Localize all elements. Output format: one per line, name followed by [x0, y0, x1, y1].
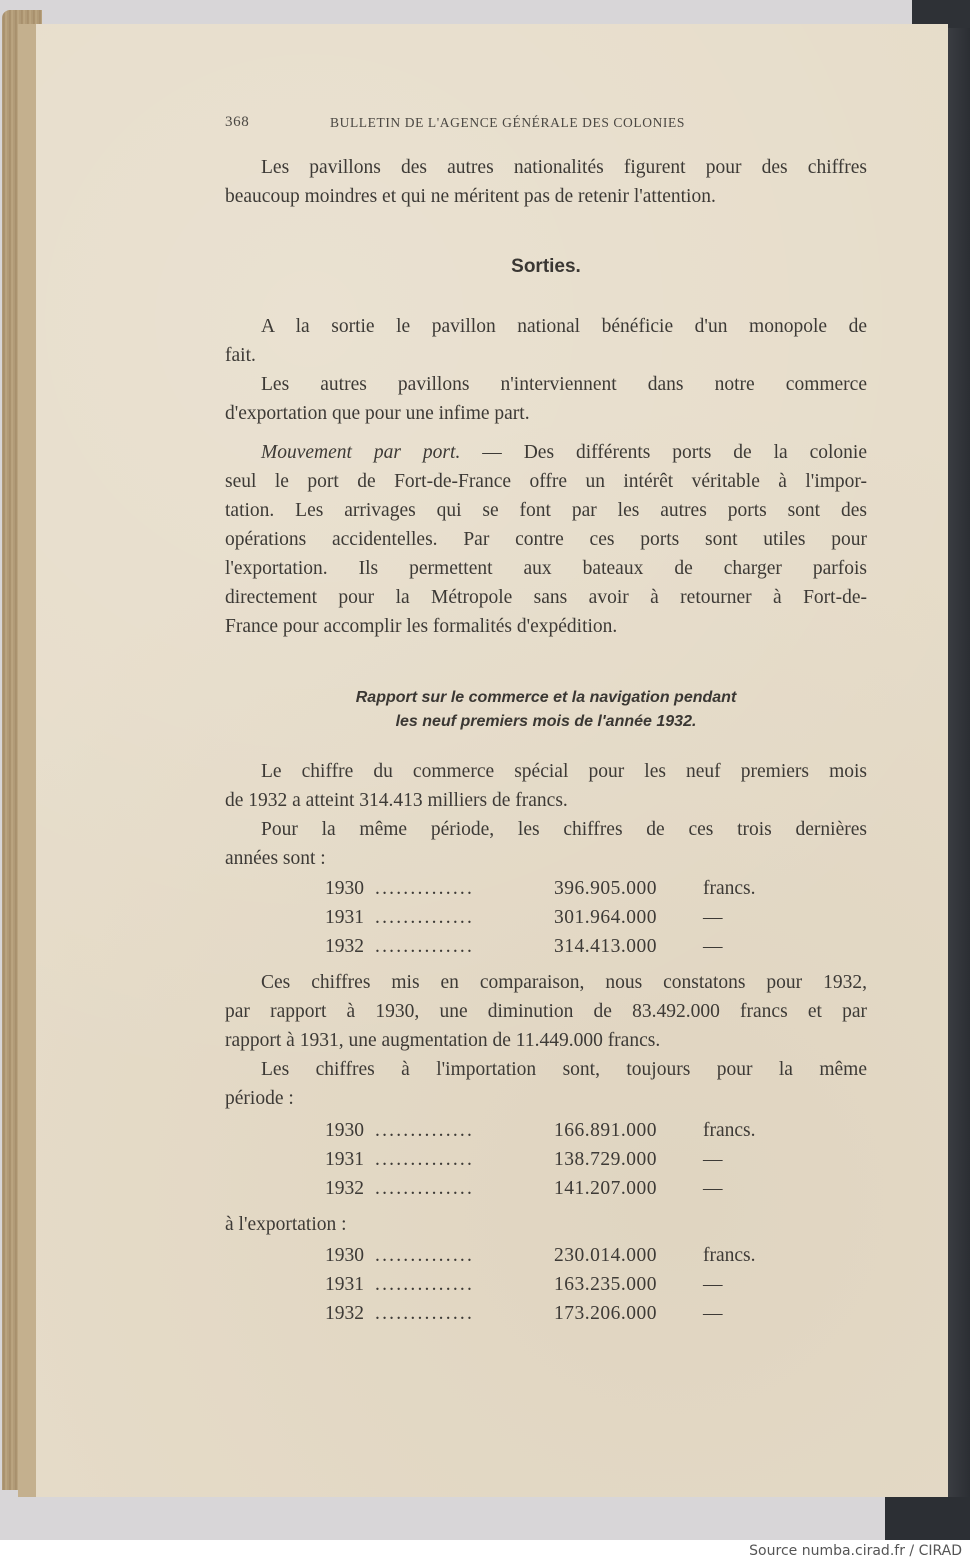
sorties-paragraph-1	[225, 312, 867, 370]
table-import	[325, 1120, 785, 1207]
text-line: A la sortie le pavillon national bénéficie d'un monopole de	[261, 316, 867, 337]
text-line: Le chiffre du commerce spécial pour les neuf premiers mois	[261, 761, 867, 782]
year: 1931	[325, 1149, 364, 1170]
year: 1931	[325, 907, 364, 928]
year: 1931	[325, 1274, 364, 1295]
table-total-commerce	[325, 878, 785, 965]
table-row	[325, 1274, 785, 1303]
text-line: opérations accidentelles. Par contre ces ports sont utiles pour	[225, 529, 867, 550]
section-heading-sorties: Sorties.	[511, 256, 581, 277]
leader-dots: ..............	[375, 878, 475, 899]
intro-paragraph	[225, 153, 867, 211]
text-line	[225, 438, 867, 467]
text-line: Les autres pavillons n'interviennent dans notre commerce	[261, 374, 867, 395]
section-heading-rapport	[225, 686, 867, 734]
leader-dots: ..............	[375, 1245, 475, 1266]
unit: francs.	[703, 878, 756, 899]
table-row	[325, 1149, 785, 1178]
text-line: d'exportation que pour une infime part.	[225, 403, 530, 424]
table-row	[325, 936, 785, 965]
text-line: beaucoup moindres et qui ne méritent pas de retenir l'attention.	[225, 186, 716, 207]
table-row	[325, 1178, 785, 1207]
text-fragment: — Des différents ports de la colonie	[460, 442, 868, 463]
unit: —	[703, 1274, 723, 1295]
year: 1930	[325, 1245, 364, 1266]
text-line: rapport à 1931, une augmentation de 11.449.000 francs.	[225, 1030, 661, 1051]
unit: —	[703, 1149, 723, 1170]
unit: francs.	[703, 1120, 756, 1141]
leader-dots: ..............	[375, 1149, 475, 1170]
year: 1932	[325, 936, 364, 957]
page-number: 368	[225, 114, 250, 130]
text-line: Ces chiffres mis en comparaison, nous constatons pour 1932,	[261, 972, 867, 993]
unit: —	[703, 1178, 723, 1199]
rapport-paragraph-3	[225, 968, 867, 1055]
rapport-paragraph-4	[225, 1055, 867, 1113]
table-row	[325, 878, 785, 907]
text-line: tation. Les arrivages qui se font par les autres ports sont des	[225, 500, 867, 521]
table-row	[325, 907, 785, 936]
text-line: de 1932 a atteint 314.413 milliers de francs.	[225, 790, 568, 811]
text-line: période :	[225, 1088, 294, 1109]
amount: 314.413.000	[554, 936, 657, 957]
leader-dots: ..............	[375, 1274, 475, 1295]
amount: 163.235.000	[554, 1274, 657, 1295]
amount: 173.206.000	[554, 1303, 657, 1324]
text-line: à l'exportation :	[225, 1214, 347, 1235]
year: 1930	[325, 1120, 364, 1141]
text-line: directement pour la Métropole sans avoir à retourner à Fort-de-	[225, 587, 867, 608]
leader-dots: ..............	[375, 1178, 475, 1199]
table-export	[325, 1245, 785, 1332]
export-label	[225, 1210, 867, 1239]
text-line: années sont :	[225, 848, 326, 869]
text-line: seul le port de Fort-de-France offre un intérêt véritable à l'impor-	[225, 471, 867, 492]
text-line: Pour la même période, les chiffres de ces trois dernières	[261, 819, 867, 840]
unit: —	[703, 1303, 723, 1324]
scanner-edge-bottom	[885, 1497, 970, 1540]
rapport-paragraph-2	[225, 815, 867, 873]
scanner-edge-right	[948, 0, 970, 1540]
unit: —	[703, 907, 723, 928]
year: 1930	[325, 878, 364, 899]
heading-line: Rapport sur le commerce et la navigation pendant	[355, 689, 737, 706]
rapport-paragraph-1	[225, 757, 867, 815]
table-row	[325, 1120, 785, 1149]
amount: 301.964.000	[554, 907, 657, 928]
amount: 166.891.000	[554, 1120, 657, 1141]
year: 1932	[325, 1303, 364, 1324]
source-credit: Source numba.cirad.fr / CIRAD	[749, 1543, 962, 1559]
leader-dots: ..............	[375, 936, 475, 957]
unit: francs.	[703, 1245, 756, 1266]
sorties-paragraph-3	[225, 438, 867, 641]
sorties-paragraph-2	[225, 370, 867, 428]
amount: 141.207.000	[554, 1178, 657, 1199]
text-line: par rapport à 1930, une diminution de 83.492.000 francs et par	[225, 1001, 867, 1022]
text-line: France pour accomplir les formalités d'expédition.	[225, 616, 618, 637]
text-line: l'exportation. Ils permettent aux bateaux de charger parfois	[225, 558, 867, 579]
leader-dots: ..............	[375, 1120, 475, 1141]
table-row	[325, 1245, 785, 1274]
year: 1932	[325, 1178, 364, 1199]
text-line: Les chiffres à l'importation sont, toujours pour la même	[261, 1059, 867, 1080]
running-head-title: BULLETIN DE L'AGENCE GÉNÉRALE DES COLONIES	[330, 115, 685, 130]
heading-line: les neuf premiers mois de l'année 1932.	[395, 713, 697, 730]
text-line: fait.	[225, 345, 256, 366]
amount: 396.905.000	[554, 878, 657, 899]
italic-lead: Mouvement par port.	[261, 442, 461, 463]
leader-dots: ..............	[375, 1303, 475, 1324]
text-line: Les pavillons des autres nationalités figurent pour des chiffres	[261, 157, 867, 178]
unit: —	[703, 936, 723, 957]
amount: 138.729.000	[554, 1149, 657, 1170]
amount: 230.014.000	[554, 1245, 657, 1266]
leader-dots: ..............	[375, 907, 475, 928]
table-row	[325, 1303, 785, 1332]
